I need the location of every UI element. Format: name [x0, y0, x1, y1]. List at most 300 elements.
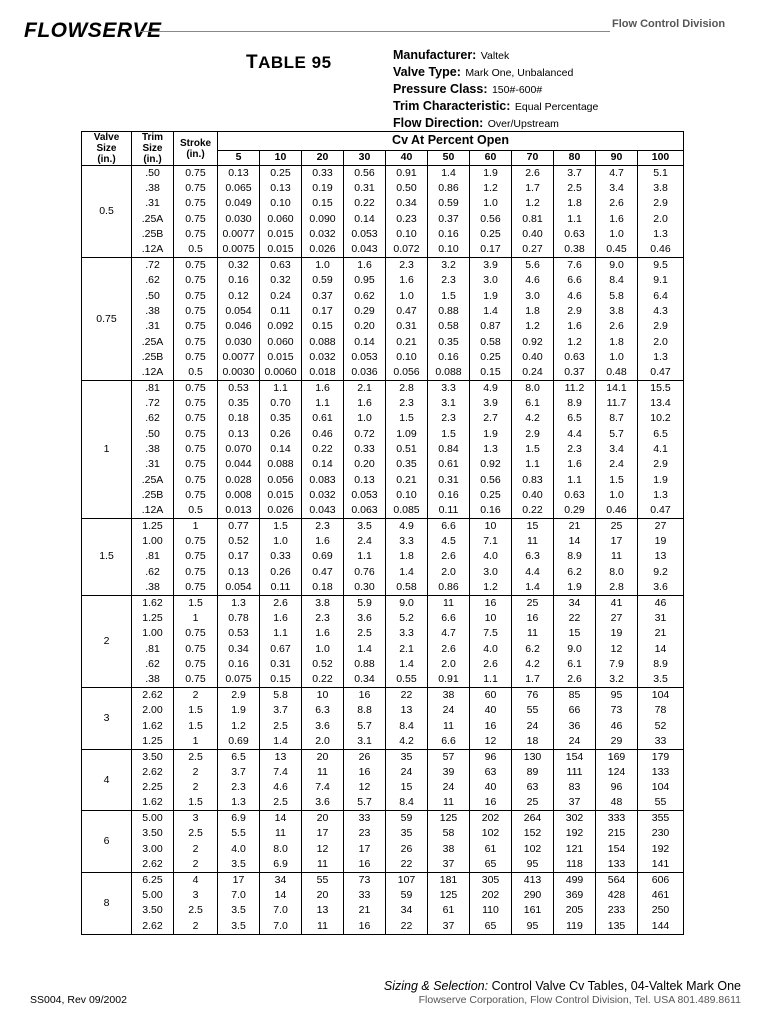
cv-value-cell: 355 [638, 811, 684, 827]
cv-value-cell: 4.6 [512, 273, 554, 288]
table-row [82, 888, 684, 903]
cv-value-cell: 0.16 [428, 227, 470, 242]
cv-value-cell: 0.030 [218, 334, 260, 349]
cv-value-cell: 2.6 [260, 595, 302, 611]
cv-value-cell: 52 [638, 718, 684, 733]
cv-value-cell: 152 [512, 826, 554, 841]
cv-value-cell: 1.2 [470, 181, 512, 196]
cv-value-cell: 0.56 [470, 472, 512, 487]
cv-value-cell: 0.15 [302, 196, 344, 211]
cv-value-cell: 0.0030 [218, 365, 260, 381]
valve-size-cell: 4 [82, 749, 132, 811]
percent-open-header: 5 [218, 150, 260, 165]
stroke-header [174, 132, 218, 166]
stroke-cell: 0.75 [174, 350, 218, 365]
cv-value-cell: 3.4 [596, 442, 638, 457]
cv-value-cell: 31 [638, 611, 684, 626]
cv-value-cell: 0.63 [260, 258, 302, 274]
cv-value-cell: 6.3 [512, 549, 554, 564]
cv-value-cell: 65 [470, 857, 512, 873]
cv-value-cell: 0.63 [554, 227, 596, 242]
table-title-rest: ABLE 95 [258, 53, 332, 72]
trim-size-cell: .62 [132, 411, 174, 426]
stroke-cell: 0.75 [174, 273, 218, 288]
cv-value-cell: 144 [638, 919, 684, 935]
cv-value-cell: 3.2 [428, 258, 470, 274]
cv-value-cell: 1.6 [596, 212, 638, 227]
cv-value-cell: 2.7 [470, 411, 512, 426]
cv-value-cell: 4.0 [470, 549, 512, 564]
stroke-cell: 1 [174, 519, 218, 535]
cv-value-cell: 66 [554, 703, 596, 718]
table-row [82, 273, 684, 288]
cv-value-cell: 1.2 [512, 319, 554, 334]
cv-value-cell: 3.1 [428, 396, 470, 411]
cv-value-cell: 4.2 [512, 657, 554, 672]
spec-label: Trim Characteristic: [393, 99, 511, 113]
cv-value-cell: 8.7 [596, 411, 638, 426]
spec-row [393, 98, 598, 115]
trim-size-cell: 2.62 [132, 688, 174, 704]
cv-value-cell: 13.4 [638, 396, 684, 411]
table-row [82, 181, 684, 196]
cv-value-cell: 8.4 [596, 273, 638, 288]
cv-value-cell: 0.075 [218, 672, 260, 688]
cv-value-cell: 34 [554, 595, 596, 611]
cv-value-cell: 0.26 [260, 427, 302, 442]
valve-size-header-line: Size [96, 143, 117, 154]
cv-value-cell: 0.47 [638, 365, 684, 381]
percent-open-header: 50 [428, 150, 470, 165]
trim-size-cell: 1.62 [132, 718, 174, 733]
cv-value-cell: 6.9 [218, 811, 260, 827]
cv-value-cell: 202 [470, 888, 512, 903]
percent-open-header: 90 [596, 150, 638, 165]
cv-value-cell: 24 [512, 718, 554, 733]
cv-value-cell: 141 [638, 857, 684, 873]
cv-value-cell: 5.2 [386, 611, 428, 626]
cv-value-cell: 2.4 [344, 534, 386, 549]
cv-value-cell: 2.5 [344, 626, 386, 641]
cv-value-cell: 1.8 [512, 304, 554, 319]
cv-value-cell: 0.33 [260, 549, 302, 564]
cv-value-cell: 20 [302, 888, 344, 903]
cv-value-cell: 11 [428, 795, 470, 811]
trim-size-cell: 2.25 [132, 780, 174, 795]
stroke-cell: 0.75 [174, 227, 218, 242]
cv-value-cell: 6.9 [260, 857, 302, 873]
cv-value-cell: 0.026 [302, 242, 344, 258]
cv-value-cell: 22 [386, 688, 428, 704]
footer-corporation: Flowserve Corporation, Flow Control Division, Tel. USA 801.489.8611 [418, 994, 741, 1006]
cv-value-cell: 14.1 [596, 380, 638, 396]
table-row [82, 826, 684, 841]
cv-value-cell: 0.53 [218, 380, 260, 396]
table-row [82, 488, 684, 503]
cv-value-cell: 0.34 [386, 196, 428, 211]
cv-value-cell: 1.5 [428, 427, 470, 442]
cv-value-cell: 9.5 [638, 258, 684, 274]
table-row [82, 811, 684, 827]
cv-value-cell: 111 [554, 765, 596, 780]
cv-value-cell: 2.9 [638, 319, 684, 334]
trim-size-cell: .62 [132, 657, 174, 672]
cv-value-cell: 4.9 [470, 380, 512, 396]
cv-value-cell: 0.10 [386, 488, 428, 503]
cv-value-cell: 2.5 [260, 718, 302, 733]
cv-value-cell: 0.013 [218, 503, 260, 519]
cv-value-cell: 0.026 [260, 503, 302, 519]
cv-value-cell: 2.9 [554, 304, 596, 319]
cv-value-cell: 0.62 [344, 288, 386, 303]
trim-size-cell: 1.62 [132, 795, 174, 811]
cv-value-cell: 17 [596, 534, 638, 549]
cv-value-cell: 1.5 [260, 519, 302, 535]
spec-label: Valve Type: [393, 65, 461, 79]
trim-size-cell: .12A [132, 365, 174, 381]
cv-value-cell: 11 [428, 595, 470, 611]
cv-value-cell: 0.52 [218, 534, 260, 549]
cv-value-cell: 1.2 [470, 580, 512, 596]
cv-value-cell: 0.054 [218, 580, 260, 596]
cv-value-cell: 4.7 [596, 166, 638, 182]
cv-value-cell: 17 [302, 826, 344, 841]
cv-value-cell: 4.6 [260, 780, 302, 795]
cv-value-cell: 0.23 [386, 212, 428, 227]
stroke-header-line: Stroke [179, 137, 212, 149]
cv-value-cell: 3.0 [470, 565, 512, 580]
cv-value-cell: 4.4 [512, 565, 554, 580]
cv-value-cell: 1.6 [260, 611, 302, 626]
cv-value-cell: 1.6 [554, 457, 596, 472]
cv-value-cell: 1.2 [554, 334, 596, 349]
table-row [82, 857, 684, 873]
cv-value-cell: 2.1 [344, 380, 386, 396]
cv-value-cell: 7.0 [218, 888, 260, 903]
cv-value-cell: 1.6 [386, 273, 428, 288]
cv-value-cell: 2.3 [386, 258, 428, 274]
cv-value-cell: 1.0 [596, 227, 638, 242]
cv-value-cell: 63 [470, 765, 512, 780]
cv-value-cell: 0.86 [428, 181, 470, 196]
cv-value-cell: 0.054 [218, 304, 260, 319]
stroke-cell: 0.75 [174, 442, 218, 457]
cv-value-cell: 8.0 [596, 565, 638, 580]
cv-value-cell: 13 [386, 703, 428, 718]
cv-value-cell: 0.043 [344, 242, 386, 258]
cv-value-cell: 26 [386, 842, 428, 857]
cv-value-cell: 55 [302, 872, 344, 888]
cv-value-cell: 0.40 [512, 227, 554, 242]
cv-value-cell: 76 [512, 688, 554, 704]
cv-value-cell: 1.3 [218, 795, 260, 811]
cv-value-cell: 0.34 [344, 672, 386, 688]
cv-value-cell: 0.032 [302, 350, 344, 365]
cv-value-cell: 1.1 [302, 396, 344, 411]
cv-value-cell: 0.22 [512, 503, 554, 519]
cv-value-cell: 0.018 [302, 365, 344, 381]
cv-value-cell: 1.1 [554, 472, 596, 487]
trim-size-cell: .38 [132, 672, 174, 688]
cv-value-cell: 3.3 [386, 626, 428, 641]
cv-value-cell: 18 [512, 734, 554, 750]
cv-value-cell: 12 [470, 734, 512, 750]
stroke-cell: 1.5 [174, 703, 218, 718]
stroke-cell: 0.75 [174, 626, 218, 641]
cv-value-cell: 0.056 [386, 365, 428, 381]
table-row [82, 503, 684, 519]
cv-value-cell: 21 [638, 626, 684, 641]
cv-value-cell: 0.63 [554, 350, 596, 365]
cv-value-cell: 0.33 [302, 166, 344, 182]
cv-value-cell: 3.4 [596, 181, 638, 196]
cv-value-cell: 0.17 [470, 242, 512, 258]
cv-value-cell: 0.028 [218, 472, 260, 487]
cv-value-cell: 2.6 [428, 642, 470, 657]
cv-value-cell: 1.4 [428, 166, 470, 182]
stroke-cell: 0.75 [174, 288, 218, 303]
cv-percent-open-header: Cv At Percent Open [218, 132, 684, 151]
cv-value-cell: 0.59 [428, 196, 470, 211]
cv-value-cell: 6.3 [302, 703, 344, 718]
cv-value-cell: 369 [554, 888, 596, 903]
table-row [82, 734, 684, 750]
cv-value-cell: 19 [596, 626, 638, 641]
cv-value-cell: 24 [428, 780, 470, 795]
cv-value-cell: 0.0075 [218, 242, 260, 258]
cv-value-cell: 230 [638, 826, 684, 841]
cv-value-cell: 215 [596, 826, 638, 841]
cv-value-cell: 11.2 [554, 380, 596, 396]
cv-value-cell: 181 [428, 872, 470, 888]
cv-value-cell: 0.40 [512, 350, 554, 365]
cv-value-cell: 29 [596, 734, 638, 750]
cv-value-cell: 3.6 [638, 580, 684, 596]
trim-size-cell: .25A [132, 334, 174, 349]
cv-value-cell: 0.29 [344, 304, 386, 319]
cv-value-cell: 0.37 [428, 212, 470, 227]
cv-value-cell: 0.088 [260, 457, 302, 472]
cv-value-cell: 1.8 [386, 549, 428, 564]
cv-value-cell: 4.4 [554, 427, 596, 442]
cv-value-cell: 3.5 [344, 519, 386, 535]
cv-value-cell: 1.0 [596, 350, 638, 365]
cv-value-cell: 1.0 [386, 288, 428, 303]
cv-value-cell: 1.5 [386, 411, 428, 426]
cv-value-cell: 110 [470, 903, 512, 918]
cv-value-cell: 1.2 [512, 196, 554, 211]
cv-value-cell: 8.8 [344, 703, 386, 718]
header-row [82, 132, 684, 151]
percent-open-header: 10 [260, 150, 302, 165]
stroke-cell: 0.75 [174, 534, 218, 549]
cv-value-cell: 8.9 [554, 396, 596, 411]
cv-value-cell: 0.33 [344, 442, 386, 457]
cv-value-cell: 37 [428, 857, 470, 873]
trim-size-cell: .50 [132, 166, 174, 182]
cv-value-cell: 10.2 [638, 411, 684, 426]
cv-value-cell: 25 [596, 519, 638, 535]
cv-value-cell: 1.0 [470, 196, 512, 211]
cv-value-cell: 3.5 [218, 919, 260, 935]
table-row [82, 626, 684, 641]
stroke-cell: 0.75 [174, 657, 218, 672]
cv-value-cell: 1.0 [302, 258, 344, 274]
cv-value-cell: 27 [638, 519, 684, 535]
stroke-cell: 0.75 [174, 334, 218, 349]
cv-value-cell: 0.83 [512, 472, 554, 487]
cv-value-cell: 0.26 [260, 565, 302, 580]
stroke-cell: 4 [174, 872, 218, 888]
table-row [82, 365, 684, 381]
stroke-cell: 1 [174, 734, 218, 750]
table-row [82, 472, 684, 487]
cv-value-cell: 2.6 [470, 657, 512, 672]
table-row [82, 611, 684, 626]
spec-label: Manufacturer: [393, 48, 477, 62]
cv-value-cell: 20 [302, 811, 344, 827]
cv-value-cell: 104 [638, 688, 684, 704]
cv-value-cell: 46 [638, 595, 684, 611]
cv-value-cell: 1.4 [260, 734, 302, 750]
stroke-cell: 0.75 [174, 396, 218, 411]
table-row [82, 166, 684, 182]
cv-table-header [82, 132, 684, 166]
table-row [82, 380, 684, 396]
spec-value: Equal Percentage [514, 101, 599, 113]
cv-value-cell: 0.0060 [260, 365, 302, 381]
cv-table-body [82, 166, 684, 935]
cv-value-cell: 37 [554, 795, 596, 811]
cv-value-cell: 59 [386, 888, 428, 903]
trim-size-cell: .25B [132, 488, 174, 503]
table-title-cap: T [246, 52, 259, 73]
cv-value-cell: 1.2 [218, 718, 260, 733]
cv-value-cell: 264 [512, 811, 554, 827]
cv-value-cell: 0.72 [344, 427, 386, 442]
cv-value-cell: 13 [260, 749, 302, 765]
cv-value-cell: 6.1 [554, 657, 596, 672]
cv-value-cell: 1.4 [512, 580, 554, 596]
table-row [82, 288, 684, 303]
cv-value-cell: 154 [554, 749, 596, 765]
cv-value-cell: 1.0 [302, 642, 344, 657]
cv-value-cell: 2.9 [218, 688, 260, 704]
cv-value-cell: 33 [344, 888, 386, 903]
cv-value-cell: 7.0 [260, 919, 302, 935]
cv-value-cell: 22 [386, 857, 428, 873]
cv-value-cell: 0.24 [512, 365, 554, 381]
cv-value-cell: 9.0 [386, 595, 428, 611]
cv-value-cell: 11 [302, 857, 344, 873]
cv-value-cell: 0.15 [302, 319, 344, 334]
table-row [82, 919, 684, 935]
stroke-cell: 3 [174, 811, 218, 827]
spec-value: Mark One, Unbalanced [465, 67, 574, 79]
trim-size-header-line: Trim [141, 132, 164, 143]
cv-value-cell: 13 [638, 549, 684, 564]
stroke-cell: 2.5 [174, 749, 218, 765]
cv-value-cell: 1.5 [428, 288, 470, 303]
table-row [82, 319, 684, 334]
cv-value-cell: 0.56 [344, 166, 386, 182]
cv-value-cell: 102 [512, 842, 554, 857]
valve-size-header-line: Valve [93, 132, 120, 143]
cv-value-cell: 0.46 [302, 427, 344, 442]
cv-value-cell: 125 [428, 811, 470, 827]
cv-value-cell: 0.21 [386, 334, 428, 349]
cv-value-cell: 305 [470, 872, 512, 888]
stroke-cell: 0.5 [174, 365, 218, 381]
trim-size-cell: .50 [132, 427, 174, 442]
cv-value-cell: 3.1 [344, 734, 386, 750]
trim-size-cell: 3.50 [132, 903, 174, 918]
valve-size-cell: 2 [82, 595, 132, 687]
cv-value-cell: 4.0 [218, 842, 260, 857]
cv-value-cell: 36 [554, 718, 596, 733]
cv-value-cell: 0.58 [428, 319, 470, 334]
cv-value-cell: 6.5 [218, 749, 260, 765]
cv-value-cell: 15 [512, 519, 554, 535]
cv-value-cell: 1.4 [470, 304, 512, 319]
stroke-cell: 0.75 [174, 196, 218, 211]
cv-value-cell: 3.5 [638, 672, 684, 688]
cv-value-cell: 0.59 [302, 273, 344, 288]
cv-value-cell: 0.18 [302, 580, 344, 596]
stroke-cell: 0.75 [174, 457, 218, 472]
cv-value-cell: 0.45 [596, 242, 638, 258]
cv-value-cell: 4.6 [554, 288, 596, 303]
cv-value-cell: 33 [344, 811, 386, 827]
stroke-cell: 1 [174, 611, 218, 626]
cv-value-cell: 1.7 [512, 672, 554, 688]
stroke-cell: 0.75 [174, 427, 218, 442]
cv-value-cell: 73 [344, 872, 386, 888]
cv-value-cell: 6.6 [428, 611, 470, 626]
cv-value-cell: 37 [428, 919, 470, 935]
cv-value-cell: 0.053 [344, 488, 386, 503]
cv-value-cell: 0.17 [302, 304, 344, 319]
footer-sizing-label: Sizing & Selection: [383, 979, 489, 993]
trim-size-cell: .25B [132, 350, 174, 365]
cv-value-cell: 16 [344, 765, 386, 780]
table-row [82, 549, 684, 564]
cv-value-cell: 3.9 [470, 258, 512, 274]
cv-value-cell: 302 [554, 811, 596, 827]
cv-value-cell: 61 [470, 842, 512, 857]
cv-value-cell: 0.25 [470, 488, 512, 503]
cv-value-cell: 73 [596, 703, 638, 718]
cv-value-cell: 27 [596, 611, 638, 626]
cv-value-cell: 0.63 [554, 488, 596, 503]
trim-size-cell: 2.62 [132, 765, 174, 780]
cv-value-cell: 130 [512, 749, 554, 765]
cv-value-cell: 65 [470, 919, 512, 935]
cv-value-cell: 133 [638, 765, 684, 780]
trim-size-cell: .62 [132, 565, 174, 580]
cv-value-cell: 12 [596, 642, 638, 657]
cv-value-cell: 9.1 [638, 273, 684, 288]
cv-value-cell: 0.27 [512, 242, 554, 258]
cv-value-cell: 2.0 [638, 212, 684, 227]
cv-value-cell: 0.036 [344, 365, 386, 381]
cv-value-cell: 499 [554, 872, 596, 888]
cv-table [81, 131, 684, 935]
cv-value-cell: 14 [260, 811, 302, 827]
cv-value-cell: 58 [428, 826, 470, 841]
footer-revision: SS004, Rev 09/2002 [30, 994, 127, 1006]
cv-value-cell: 5.1 [638, 166, 684, 182]
